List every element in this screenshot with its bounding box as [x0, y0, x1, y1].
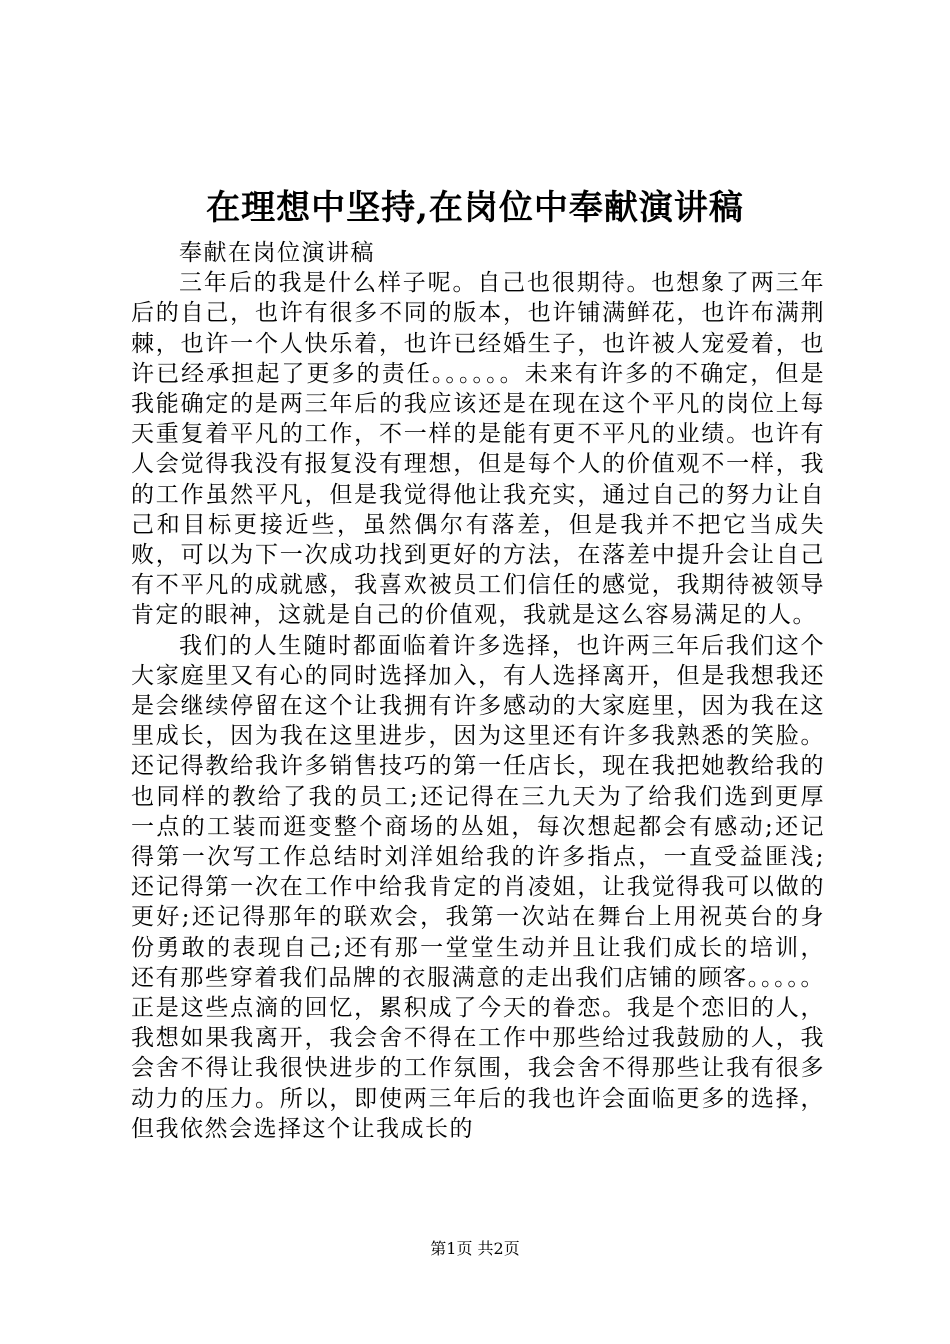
document-body — [131, 238, 825, 1144]
subtitle-line: 奉献在岗位演讲稿 — [179, 240, 375, 266]
page-footer: 第1页 共2页 — [430, 1239, 520, 1258]
paragraph-2: 我们的人生随时都面临着许多选择，也许两三年后我们这个大家庭里又有心的同时选择加入，有人选择离开，但是我想我还是会继续停留在这个让我拥有许多感动的大家庭里，因为我在这里成长，因为我在这里进步，因为这里还有许多我熟悉的笑脸。还记得教给我许多销售技巧的第一任店长，现在我把她教给我的也同样的教给了我的员工;还记得在三九天为了给我们选到更厚一点的工装而逛变整个商场的丛姐，每次想起都会有感动;还记得第一次写工作总结时刘洋姐给我的许多指点，一直受益匪浅;还记得第一次在工作中给我肯定的肖凌姐，让我觉得我可以做的更好;还记得那年的联欢会，我第一次站在舞台上用祝英台的身份勇敢的表现自己;还有那一堂堂生动并且让我们成长的培训，还有那些穿着我们品牌的衣服满意的走出我们店铺的顾客。。。。。正是这些点滴的回忆，累积成了今天的眷恋。我是个恋旧的人，我想如果我离开，我会舍不得在工作中那些给过我鼓励的人，我会舍不得让我很快进步的工作氛围，我会舍不得那些让我有很多动力的压力。所以，即使两三年后的我也许会面临更多的选择，但我依然会选择这个让我成长的 — [131, 632, 825, 1142]
document-title: 在理想中坚持,在岗位中奉献演讲稿 — [206, 188, 744, 228]
paragraph-1: 三年后的我是什么样子呢。自己也很期待。也想象了两三年后的自己，也许有很多不同的版本，也许铺满鲜花，也许布满荆棘，也许一个人快乐着，也许已经婚生子，也许被人宠爱着，也许已经承担起了更多的责任。。。。。。未来有许多的不确定，但是我能确定的是两三年后的我应该还是在现在这个平凡的岗位上每天重复着平凡的工作，不一样的是能有更不平凡的业绩。也许有人会觉得我没有报复没有理想，但是每个人的价值观不一样，我的工作虽然平凡，但是我觉得他让我充实，通过自己的努力让自己和目标更接近些，虽然偶尔有落差，但是我并不把它当成失败，可以为下一次成功找到更好的方法，在落差中提升会让自己有不平凡的成就感，我喜欢被员工们信任的感觉，我期待被领导肯定的眼神，这就是自己的价值观，我就是这么容易满足的人。 — [131, 270, 825, 629]
